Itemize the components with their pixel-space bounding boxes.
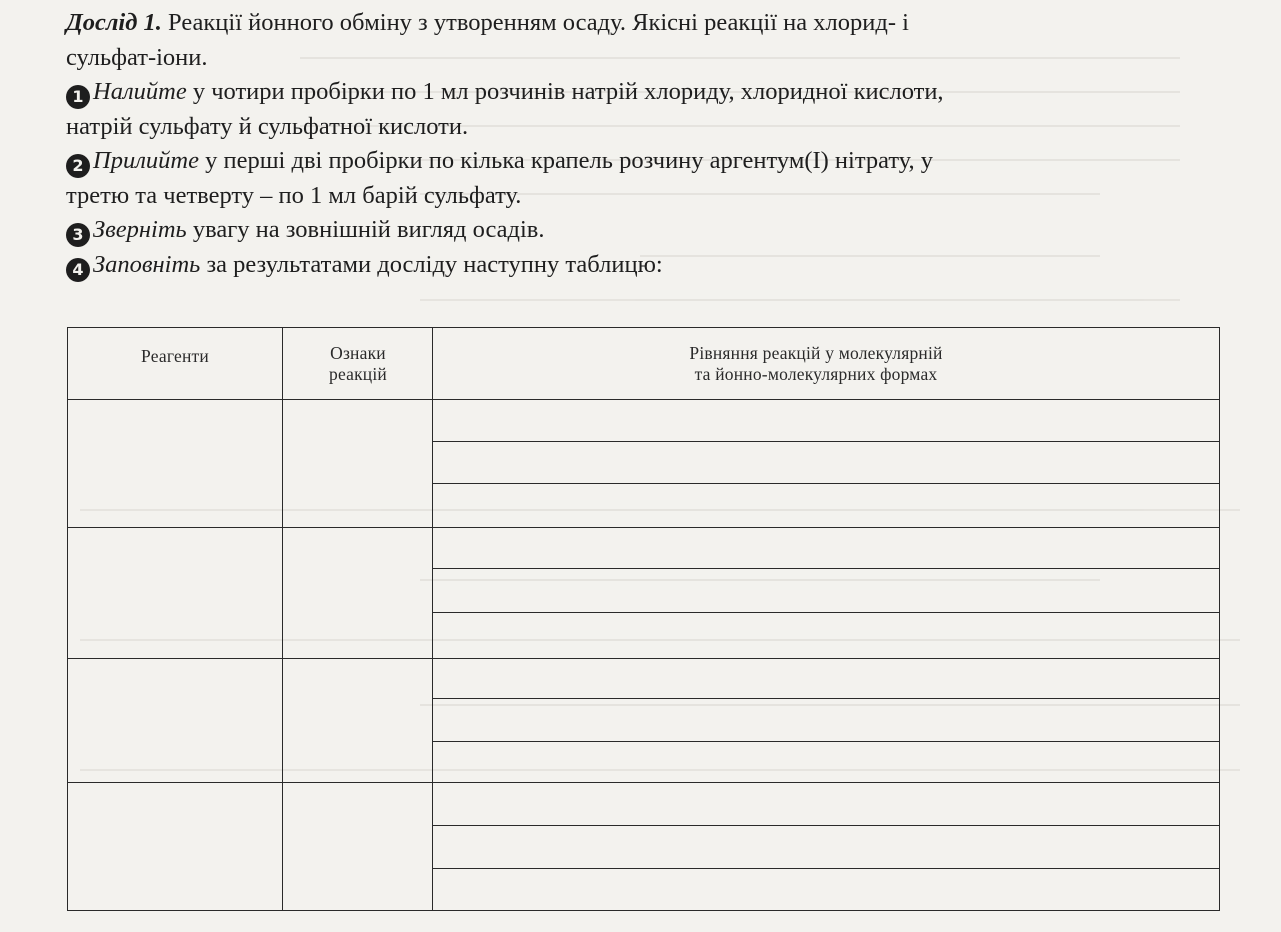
step-verb-1: Налийте (93, 78, 187, 105)
step-1-line2: натрій сульфату й сульфатної кислоти. (66, 112, 469, 140)
step-3 (66, 213, 1226, 248)
answer-line (433, 741, 1219, 742)
step-text-3: увагу на зовнішній вигляд осадів. (186, 216, 545, 243)
answer-line (433, 698, 1219, 699)
header-equations-line2: та йонно-молекулярних формах (694, 364, 938, 384)
step-text-1: у чотири пробірки по 1 мл розчинів натрій хлориду, хлоридної кислоти, (186, 78, 944, 105)
results-table (67, 327, 1220, 911)
step-4 (66, 248, 1226, 283)
step-verb-4: Заповніть (93, 250, 201, 278)
experiment-title: Дослід 1. (66, 9, 162, 36)
answer-line (433, 483, 1219, 484)
experiment-heading-line1: Реакції йонного обміну з утворенням осаду. Якісні реакції на хлорид- і (161, 9, 909, 36)
header-equations-line1: Рівняння реакцій у молекулярній (689, 343, 943, 363)
answer-line (433, 868, 1219, 869)
experiment-heading (66, 6, 1226, 41)
step-text-2: у перші дві пробірки по кілька крапель розчину аргентум(І) нітрату, у (198, 147, 934, 174)
row-divider-3 (68, 782, 1219, 783)
header-signs (283, 328, 433, 400)
step-2 (66, 144, 1226, 179)
step-verb-3: Зверніть (93, 216, 187, 243)
step-1 (66, 75, 1226, 110)
experiment-text (66, 6, 1226, 282)
header-signs-line2: реакцій (329, 364, 387, 384)
column-divider-1 (282, 328, 283, 910)
experiment-heading-line2: сульфат-іони. (66, 43, 208, 71)
header-signs-line1: Ознаки (330, 343, 386, 363)
step-number-2: 2 (66, 154, 90, 178)
row-divider-1 (68, 527, 1219, 528)
row-divider-2 (68, 658, 1219, 659)
step-number-3: 3 (66, 223, 90, 247)
step-number-4: 4 (66, 258, 90, 282)
step-text-4: за результатами досліду наступну таблицю: (200, 250, 663, 278)
answer-line (433, 568, 1219, 569)
header-bottom-line (68, 399, 1219, 400)
answer-line (433, 612, 1219, 613)
answer-line (433, 825, 1219, 826)
header-reagents-label: Реагенти (141, 346, 209, 366)
answer-line (433, 441, 1219, 442)
header-equations (433, 328, 1219, 400)
column-divider-2 (432, 328, 433, 910)
step-2-line2: третю та четверту – по 1 мл барій сульфату. (66, 181, 522, 209)
header-reagents (68, 328, 282, 400)
step-number-1: 1 (66, 85, 90, 109)
step-verb-2: Прилийте (93, 147, 199, 174)
